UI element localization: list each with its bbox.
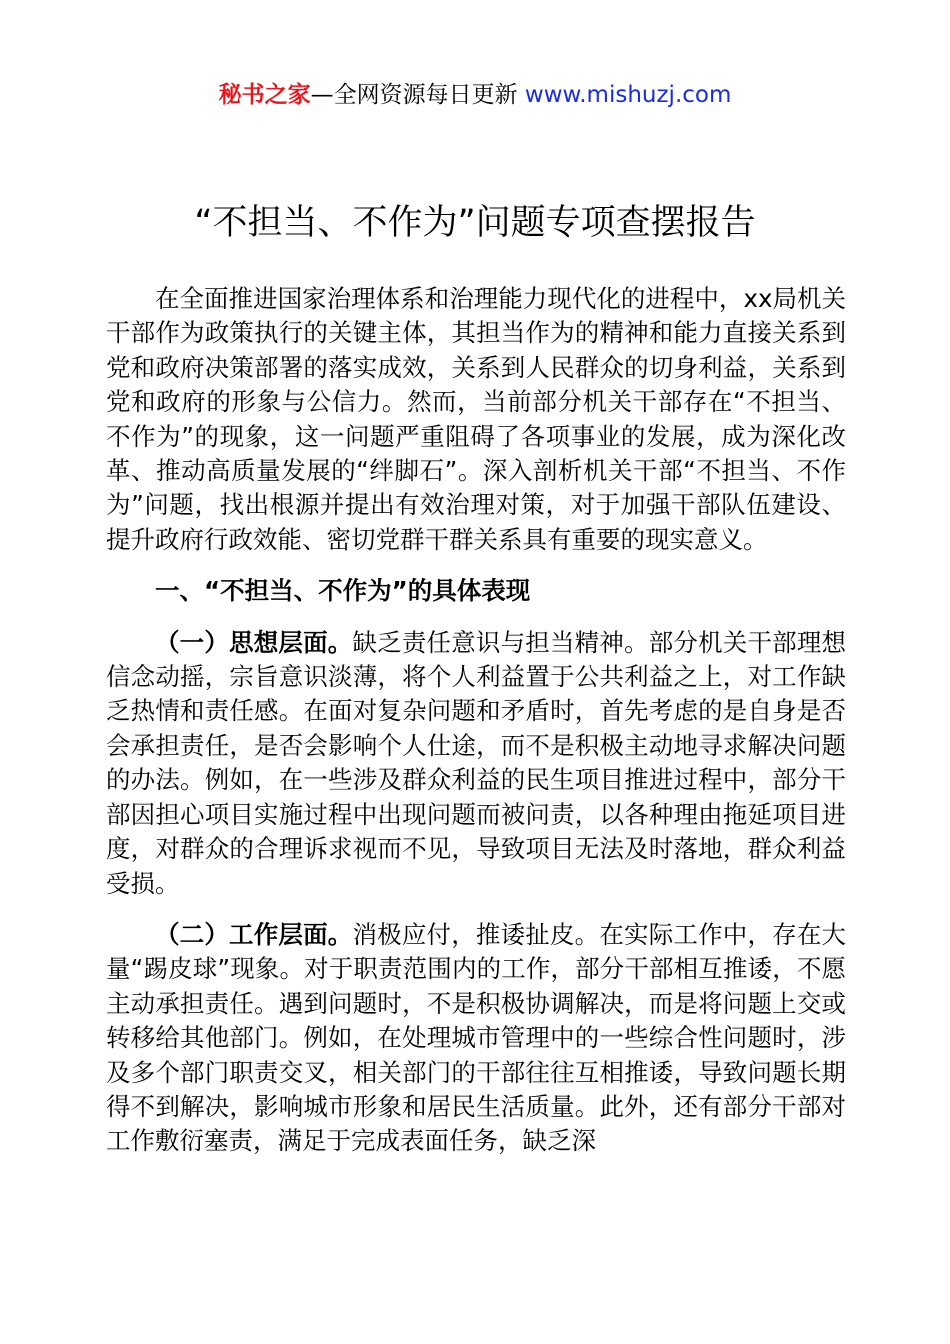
section-heading: 一、“不担当、不作为”的具体表现: [155, 576, 531, 606]
site-banner: [0, 78, 950, 112]
brand-name: 秘书之家: [218, 82, 311, 108]
document-body: [106, 282, 846, 1159]
banner-tagline: —全网资源每日更新: [310, 82, 525, 108]
item-text: 缺乏责任意识与担当精神。部分机关干部理想信念动摇，宗旨意识淡薄，将个人利益置于公共利益之上，对工作缺乏热情和责任感。在面对复杂问题和矛盾时，首先考虑的是自身是否会承担责任，是否会影响个人仕途，而不是积极主动地寻求解决问题的办法。例如，在一些涉及群众利益的民生项目推进过程中，部分干部因担心项目实施过程中出现问题而被问责，以各种理由拖延项目进度，对群众的合理诉求视而不见，导致项目无法及时落地，群众利益受损。: [106, 627, 847, 898]
item-label: （一）思想层面。: [155, 627, 353, 657]
item-paragraph: [106, 626, 846, 901]
item-paragraph: [106, 918, 846, 1159]
intro-paragraph: 在全面推进国家治理体系和治理能力现代化的进程中，xx局机关干部作为政策执行的关键主体，其担当作为的精神和能力直接关系到党和政府决策部署的落实成效，关系到人民群众的切身利益，关系到党和政府的形象与公信力。然而，当前部分机关干部存在“不担当、不作为”的现象，这一问题严重阻碍了各项事业的发展，成为深化改革、推动高质量发展的“绊脚石”。深入剖析机关干部“不担当、不作为”问题，找出根源并提出有效治理对策，对于加强干部队伍建设、提升政府行政效能、密切党群干群关系具有重要的现实意义。: [106, 284, 846, 554]
item-text: 消极应付，推诿扯皮。在实际工作中，存在大量“踢皮球”现象。对于职责范围内的工作，部分干部相互推诿，不愿主动承担责任。遇到问题时，不是积极协调解决，而是将问题上交或转移给其他部门。例如，在处理城市管理中的一些综合性问题时，涉及多个部门职责交叉，相关部门的干部往往互相推诿，导致问题长期得不到解决，影响城市形象和居民生活质量。此外，还有部分干部对工作敷衍塞责，满足于完成表面任务，缺乏深: [106, 919, 847, 1156]
site-url-link[interactable]: www.mishuzj.com: [524, 82, 732, 108]
document-title: “不担当、不作为”问题专项查摆报告: [194, 203, 756, 243]
item-label: （二）工作层面。: [155, 919, 353, 949]
